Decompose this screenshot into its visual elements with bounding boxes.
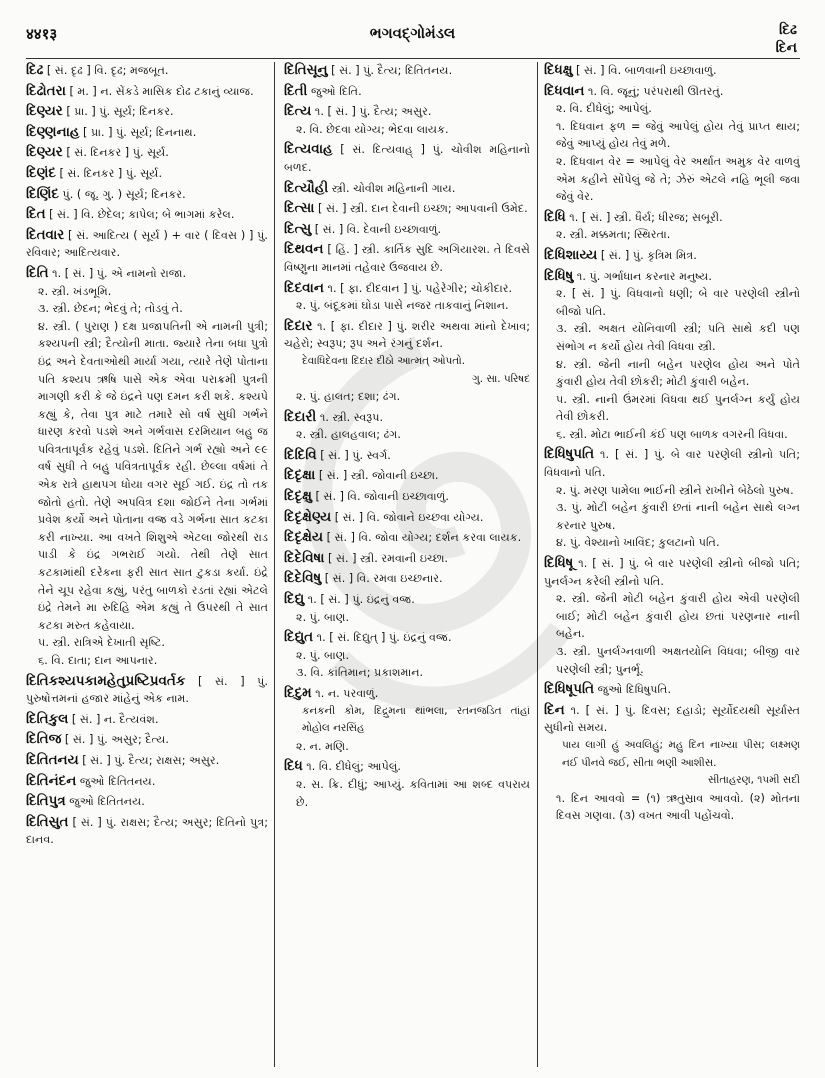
entry-definition: ૧. [ સં. ] સ્ત્રી. ધૈર્ય; ધીરજ; સબૂરી. — [565, 210, 723, 224]
column-divider — [537, 62, 538, 1067]
dictionary-entry — [284, 629, 530, 682]
entry-sense: ૬. વિ. દાતા; દાન આપનાર. — [38, 654, 158, 667]
entry-definition: જુઓ દિતિ. — [307, 84, 362, 98]
dictionary-entry — [284, 200, 530, 218]
dictionary-entry — [26, 814, 268, 849]
entry-headword: દિથવન — [284, 241, 324, 258]
entry-sense: ૨. સ્ત્રી. જેની મોટી બહેન કુંવારી હોય એવી પરણેલી બાઈ; મોટી બહેન કુંવારી હોય છતાં પરણનાર નાની બહેન. — [556, 592, 800, 641]
entry-definition: ૧. [ સં. ] પું. ઇંદ્રનું વજ્ર. — [304, 593, 415, 607]
entry-headword: દિઢ — [26, 62, 44, 78]
entry-headword: દિત્યવાહ — [284, 141, 333, 158]
entry-definition: [ સં. દિનકર ] પું. સૂર્ય. — [62, 146, 169, 160]
entry-headword: દિદૃક્ષેય — [284, 529, 324, 546]
entry-citation-source: ગુ. સા. પરિષદ — [472, 372, 530, 385]
entry-headword: દિતિતનય — [26, 751, 79, 768]
entry-sense: ૨. પું. હાલત; દશા; ઢંગ. — [296, 390, 401, 404]
entry-definition: ૧. [ સં. ] પું. બે વાર પરણેલી સ્ત્રીનો બીજો પતિ; પુનર્લગ્ન કરેલી સ્ત્રીનો પતિ. — [544, 557, 800, 588]
entry-headword: દિણ્ણનાહ — [26, 123, 80, 140]
entry-quotation: પાય લાગી હું અવલિહું; મહુ દિન નાખ્યા પીસ; લક્ષ્મણ નઈ પીનવે જઈ, સીતા ભણી આશીસ. — [562, 738, 800, 769]
entry-headword: દિધિષૂ — [544, 555, 574, 572]
entry-definition: ૧. [ સં. ] પું. બે વાર પરણેલી સ્ત્રીનો પતિ; વિધવાનો પતિ. — [544, 448, 800, 480]
entry-sense: ૨. સ્ત્રી. મક્કમતા; સ્થિરતા. — [556, 228, 671, 242]
dictionary-entry — [544, 247, 800, 265]
entry-sense: ૨. પું. બાણ. — [296, 648, 350, 662]
entry-headword: દિતિ — [26, 264, 49, 281]
entry-definition: [ સં. દૃઢ ] વિ. દૃઢ; મજબૂત. — [43, 64, 169, 77]
entry-definition: [ પ્રા. ] પું. સૂર્ય; દિનકર. — [62, 105, 174, 119]
entry-definition: [ સં. ] વિ. દેવાની ઇચ્છાવાળું. — [311, 222, 441, 236]
entry-sense: ૨. વિ. છેદવા યોગ્ય; ભેદવા લાયક. — [296, 122, 449, 136]
page-title: ભગવદ્ગોમંડલ — [369, 24, 456, 42]
dictionary-entry — [284, 141, 530, 176]
dictionary-entry — [26, 227, 268, 262]
entry-headword: દિધિષુ — [544, 267, 574, 284]
dictionary-entry — [284, 550, 530, 568]
entry-definition: ૧. વિ. જૂનું; પરંપરાથી ઊતરતું. — [584, 84, 724, 98]
entry-sense: ૨. સ્ત્રી. ખંડભૂમિ. — [38, 284, 112, 298]
entry-sense: ૫. સ્ત્રી. નાની ઉંમરમાં વિધવા થઈ પુનર્લગ્ન કર્યું હોય તેવી છોકરી. — [556, 392, 800, 424]
entry-definition: જુઓ દિતિતનય. — [65, 795, 145, 809]
entry-definition: [ સં. ] પું. રાક્ષસ; દૈત્ય; અસુર; દિતિનો પુત્ર; દાનવ. — [26, 815, 268, 847]
entry-sense: ૨. પું. બંદૂકમાં ઘોડા પાસે નજર તાકવાનું નિશાન. — [296, 299, 509, 313]
entry-headword: દિણંદ — [26, 164, 56, 181]
entry-definition: [ સં. ] વિ. જોવાની ઇચ્છાવાળું. — [311, 490, 449, 504]
entry-definition: [ સં. ] પું. અસુર; દૈત્ય. — [61, 733, 169, 747]
entry-definition: ૧. વિ. દીધેલું; આપેલું. — [302, 760, 401, 774]
dictionary-entry — [26, 103, 268, 121]
entry-definition: [ સં. આદિત્ય ( સૂર્ય ) + વાર ( દિવસ ) ] પું. રવિવાર; આદિત્યવાર. — [26, 228, 268, 260]
entry-definition: [ સં. ] સ્ત્રી. જોવાની ઇચ્છા. — [315, 469, 439, 483]
entry-definition: ૧. [ ફા. દીદાર ] પું. શરીર અથવા માંનો દેખાવ; ચહેરો; સ્વરૂપ; રૂપ અને રંગનું દર્શન. — [284, 319, 530, 351]
dictionary-entry — [284, 103, 530, 138]
entry-headword: દિત્સા — [284, 200, 315, 217]
entry-definition: [ સં. દિનકર ] પું. સૂર્ય. — [55, 166, 163, 180]
dictionary-entry — [284, 591, 530, 626]
entry-sense: ૧. દિધવાન ફળ = જેવું આપેલું હોય તેવું પ્રાપ્ત થાય; જેવું આપ્યું હોય તેવું મળે. — [556, 119, 800, 151]
entry-definition: [ સં. ] વિ. જોવા યોગ્ય; દર્શન કરવા લાયક. — [323, 531, 522, 545]
dictionary-entry — [284, 488, 530, 506]
entry-headword: દિધવાન — [544, 82, 585, 99]
entry-headword: દિત — [26, 206, 46, 223]
entry-definition: [ સં. ] પું. કૃત્રિમ મિત્ર. — [597, 248, 697, 262]
dictionary-entry — [26, 773, 268, 791]
entry-definition: [ મ. ] ન. સેંકડે માસિક દોઢ ટકાનું વ્યાજ. — [65, 84, 254, 98]
entry-headword: દિદ્યુત — [284, 629, 314, 646]
entry-sense: ૪. સ્ત્રી. ( પુરાણ ) દક્ષ પ્રજાપતિની એ નામની પુત્રી; કશ્યપની સ્ત્રી; દૈત્યોની માતા. જ્યારે તેના બધા પુત્રો ઇંદ્ર અને દેવતાઓથી માર્યા ગયા, ત્યારે તેણે પોતાના પતિ કશ્યપ ઋષિ પાસે એક એવા પરાક્રમી પુત્રની માગણી કરી કે જે ઇંદ્રને પણ દમન કરી શકે. કશ્યપે કહ્યું કે, તેવા પુત્ર માટે તમારે સો વર્ષ સુધી ગર્ભને ધારણ કરવો પડશે અને ગર્ભવાસ દરમિયાન બહુ જ પવિત્રતાપૂર્વક રહેવું પડશે. દિતિને ગર્ભ રહ્યો અને ૯૯ વર્ષ સુધી તે બહુ પવિત્રતાપૂર્વક રહી. છેલ્લા વર્ષમાં તે એક રાત્રે હાથપગ ધોયા વગર સૂઈ ગઈ. ઇંદ્ર તો તક જોતો હતો. તેણે અપવિત્ર દશા જોઈને તેના ગર્ભમાં પ્રવેશ કર્યો અને પોતાના વજ્ર વડે ગર્ભના સાત કટકા કરી નાખ્યા. આ વખતે શિશુએ એટલા જોરથી રાડ પાડી કે ઇંદ્ર ગભરાઈ ગયો. તેથી તેણે સાત કટકામાંથી દરેકના ફરી સાત સાત ટુકડા કર્યા. ઇંદ્રે તેને ચૂપ રહેવા કહ્યું, પરંતુ બાળકો રડતાં રહ્યાં એટલે ઇંદ્રે તેમને મા રુદિહિ એમ કહ્યું તે ઉપરથી તે સાત કટકા મરુત કહેવાયા. — [38, 319, 268, 632]
entry-headword: દિતિપુત્ર — [26, 793, 66, 810]
entry-definition: [ સં. ] ન. દૈત્યવંશ. — [68, 712, 159, 726]
dictionary-entry — [26, 165, 268, 183]
entry-headword: દિધિષુપતિ — [544, 446, 595, 463]
page-header — [0, 10, 825, 58]
dictionary-entry — [284, 221, 530, 239]
entry-sense: ૨. દિધવાન વેર = આપેલું વેર અર્થાત અમુક વેર વાળવું એમ કહીને સોંપેલું જે તે; ઝેરું એટલે નહિ ભૂલી જવા જેવું વેર. — [556, 154, 800, 204]
dictionary-entry — [284, 241, 530, 276]
entry-headword: દિદાર — [284, 317, 313, 334]
entry-definition: [ સં. ] પું. સ્વર્ગ. — [316, 448, 391, 462]
entry-sense: ૨. ન. મણિ. — [296, 739, 349, 753]
dictionary-entry — [544, 62, 800, 80]
header-rule — [26, 58, 800, 59]
entry-sense: ૨. વિ. દીધેલું; આપેલું. — [556, 102, 652, 116]
entry-headword: દિન — [544, 701, 565, 718]
entry-headword: દિધિ — [544, 208, 566, 225]
entry-definition: ૧. [ સં. ] પું. દિવસ; દહાડો; સૂર્યોદયથી સૂર્યાસ્ત સુધીનો સમય. — [544, 703, 800, 735]
entry-headword: દિતિસૂનુ — [284, 62, 328, 78]
entry-definition: [ સં. ] સ્ત્રી. દાન દેવાની ઇચ્છા; આપવાની ઉમેદ. — [314, 202, 528, 216]
dictionary-entry — [284, 529, 530, 547]
entry-headword: દિણ્યર — [26, 144, 63, 161]
entry-sense: ૩. પું. મોટી બહેન કુંવારી છતાં નાની બહેન સાથે લગ્ન કરનાર પુરુષ. — [556, 501, 800, 532]
dictionary-entry — [284, 280, 530, 315]
dictionary-entry — [284, 409, 530, 444]
dictionary-column-2 — [284, 62, 530, 1072]
entry-headword: દિધ — [284, 758, 303, 775]
entry-headword: દિતિનંદન — [26, 772, 77, 789]
dictionary-entry — [26, 206, 268, 224]
entry-headword: દિદારી — [284, 408, 317, 425]
entry-quotation: કનકની કોમ, દિદ્રુમના થાંભલા, રતનજડિત તાંહાં મોહોલ નરસિંહ — [302, 704, 530, 735]
dictionary-entry — [26, 186, 268, 204]
entry-sense: ૧. દિન આવવો = (૧) ઋતુસ્રાવ આવવો. (૨) મોતના દિવસ ગણવા. (૩) વખત આવી પહોંચવો. — [556, 791, 800, 823]
entry-definition: [ સં. દિત્યવાહ્ ] પું. ચોવીશ મહિનાનો બળદ. — [284, 143, 530, 174]
entry-headword: દિદૃક્ષા — [284, 467, 316, 484]
entry-definition: [ હિં. ] સ્ત્રી. કાર્તિક સુદિ અગિયારશ. તે દિવસે વિષ્ણુના માનમાં તહેવાર ઉજવાય છે. — [284, 243, 530, 274]
column-divider — [274, 62, 275, 1067]
dictionary-entry — [284, 509, 530, 527]
entry-headword: દિતિકુલ — [26, 710, 69, 727]
entry-sense: ૨. પું. બાણ. — [296, 610, 350, 624]
dictionary-entry — [544, 83, 800, 206]
entry-headword: દિતી — [284, 82, 308, 99]
entry-sense: ૨. પું. મરણ પામેલા ભાઈની સ્ત્રીને રાખીને બેઠેલો પુરુષ. — [556, 483, 794, 497]
dictionary-entry — [544, 209, 800, 244]
dictionary-entry — [544, 702, 800, 825]
entry-headword: દિદવાન — [284, 279, 324, 296]
dictionary-entry — [26, 752, 268, 770]
entry-headword: દિદેવિષા — [284, 549, 325, 566]
entry-definition: [ સં. ] પું. પુરુષોત્તમનાં હજાર માંહેનું એક નામ. — [26, 674, 268, 706]
dictionary-entry — [284, 570, 530, 588]
dictionary-entry — [26, 144, 268, 162]
entry-citation-source: સીતાહરણ, ૧૫મી સદી — [708, 774, 800, 787]
entry-headword: દિદૃક્ષુ — [284, 488, 312, 505]
dictionary-entry — [26, 124, 268, 142]
entry-headword: દિદિવિ — [284, 446, 317, 463]
dictionary-entry — [26, 731, 268, 749]
entry-definition: [ પ્રા. ] પું. સૂર્ય; દિનનાથ. — [79, 125, 197, 139]
dictionary-entry — [284, 83, 530, 101]
entry-sense: ૪. સ્ત્રી. જેની નાની બહેન પરણેલ હોય અને પોતે કુંવારી હોય તેવી છોકરી; મોટી કુંવારી બહેન. — [556, 357, 800, 389]
dictionary-entry — [26, 673, 268, 708]
dictionary-entry — [26, 62, 268, 80]
entry-headword: દિણ્યર — [26, 103, 63, 120]
dictionary-entry — [26, 265, 268, 670]
entry-headword: દિતિસુત — [26, 813, 69, 830]
entry-sense: ૨. [ સં. ] પું. વિધવાનો ધણી; બે વાર પરણેલી સ્ત્રીનો બીજો પતિ. — [556, 287, 800, 318]
dictionary-entry — [284, 447, 530, 465]
entry-definition: ૧. પું. ગર્ભાધાન કરનાર મનુષ્ય. — [573, 269, 712, 283]
entry-definition: ૧. [ સં. ] પું. દૈત્ય; અસુર. — [311, 105, 432, 119]
entry-definition: [ સં. ] વિ. છેદેલ; કાપેલ; બે ભાગમાં કરેલ. — [45, 208, 235, 222]
entry-definition: જુઓ દિતિતનય. — [76, 774, 156, 788]
entry-headword: દિદૃક્ષેણ્ય — [284, 508, 332, 525]
dictionary-entry — [544, 268, 800, 444]
entry-sense: ૨. સ. ક્રિ. દીધું; આપ્યું. કવિતામાં આ શબ્દ વપરાય છે. — [296, 777, 530, 809]
dictionary-entry — [544, 555, 800, 678]
dictionary-entry — [544, 681, 800, 699]
dictionary-entry — [284, 467, 530, 485]
entry-sense: ૬. સ્ત્રી. મોટા ભાઈની કંઈ પણ બાળક વગરની વિધવા. — [556, 427, 788, 441]
entry-definition: [ સં. ] વિ. જોવાને ઇચ્છવા યોગ્ય. — [331, 510, 484, 524]
entry-headword: દિધક્ષુ — [544, 62, 573, 78]
dictionary-entry — [284, 180, 530, 198]
entry-headword: દિત્ય — [284, 103, 312, 120]
entry-headword: દિણિંદ — [26, 185, 59, 202]
entry-sense: ૨. સ્ત્રી. હાલહવાલ; ઢંગ. — [296, 428, 401, 442]
entry-quotation: દેવાધિદેવના દિદાર દીઠો આત્મત્ ઓપતો. — [302, 354, 466, 367]
entry-headword: દિદુમ — [284, 685, 312, 701]
entry-definition: ૧. [ સં. ] પું. એ નામનો રાજા. — [48, 266, 187, 280]
entry-headword: દિધિષૂપતિ — [544, 681, 595, 698]
entry-headword: દિત્સુ — [284, 220, 312, 237]
entry-headword: દિધિશાય્ય — [544, 246, 598, 263]
dictionary-entry — [544, 446, 800, 552]
entry-headword: દિતવાર — [26, 226, 65, 243]
entry-definition: ૧. સ્ત્રી. સ્વરૂપ. — [316, 410, 384, 424]
entry-definition: ૧. [ સં. દિદ્યુત્ ] પું. ઇંદ્રનું વજ્ર. — [313, 631, 452, 645]
page-number: ४४१३ — [26, 25, 58, 43]
entry-definition: પું. ( જૂ. ગુ. ) સૂર્ય; દિનકર. — [58, 187, 186, 201]
entry-headword: દિદેવિષુ — [284, 570, 322, 587]
entry-definition: [ સં. ] પું. દૈત્ય; રાક્ષસ; અસુર. — [78, 753, 220, 767]
dictionary-entry — [284, 685, 530, 755]
entry-definition: જુઓ દિધિષુપતિ. — [594, 683, 672, 697]
entry-sense: ૩. સ્ત્રી. છેદન; ભેદવું તે; તોડવું તે. — [38, 302, 183, 316]
dictionary-entry — [26, 83, 268, 101]
entry-definition: ૧. [ ફા. દીદવાન ] પું. પહેરેગીર; ચોકીદાર. — [323, 281, 513, 295]
guide-word-top: દિઢ — [779, 22, 797, 38]
entry-headword: દિતિકશ્યપકામહેતુપ્રષ્ટિપ્રવર્તક — [26, 672, 186, 689]
entry-sense: ૩. સ્ત્રી. અક્ષત યોનિવાળી સ્ત્રી; પતિ સાથે કદી પણ સંભોગ ન કર્યો હોય તેવી વિધવા સ્ત્રી. — [556, 322, 800, 353]
entry-headword: દિત્યૌહી — [284, 179, 329, 196]
dictionary-entry — [26, 793, 268, 811]
dictionary-column-1 — [26, 62, 268, 1072]
guide-word-bottom: દિન — [775, 40, 797, 56]
dictionary-entry — [284, 758, 530, 811]
dictionary-entry — [284, 318, 530, 406]
entry-sense: ૩. સ્ત્રી. પુનર્લગ્નવાળી અક્ષતયોનિ વિધવા; બીજી વાર પરણેલી સ્ત્રી; પુનર્ભૂ. — [556, 645, 800, 676]
entry-sense: ૩. વિ. કાંતિમાન; પ્રકાશમાન. — [296, 666, 424, 680]
entry-definition: ૧. ન. પરવાળું. — [311, 687, 379, 700]
entry-definition: સ્ત્રી. ચોવીશ મહિનાની ગાય. — [328, 181, 456, 195]
entry-sense: ૫. સ્ત્રી. રાત્રિએ દેખાતી સૃષ્ટિ. — [38, 636, 165, 650]
entry-headword: દિઢોતરા — [26, 82, 66, 99]
entry-headword: દિતિજ — [26, 731, 62, 748]
entry-definition: [ સં. ] પું. દૈત્ય; દિતિતનય. — [327, 64, 453, 77]
entry-definition: [ સં. ] વિ. બાળવાની ઇચ્છાવાળું. — [572, 64, 717, 77]
dictionary-column-3 — [544, 62, 800, 1072]
dictionary-entry — [284, 62, 530, 80]
entry-headword: દિદ્યુ — [284, 591, 305, 608]
dictionary-entry — [26, 711, 268, 729]
entry-definition: [ સં. ] સ્ત્રી. રમવાની ઇચ્છા. — [324, 551, 448, 565]
entry-sense: ૪. પું. વેશ્યાનો ખાવિંદ; કુલટાનો પતિ. — [556, 536, 720, 550]
entry-definition: [ સં. ] વિ. રમવા ઇચ્છનાર. — [321, 572, 443, 586]
